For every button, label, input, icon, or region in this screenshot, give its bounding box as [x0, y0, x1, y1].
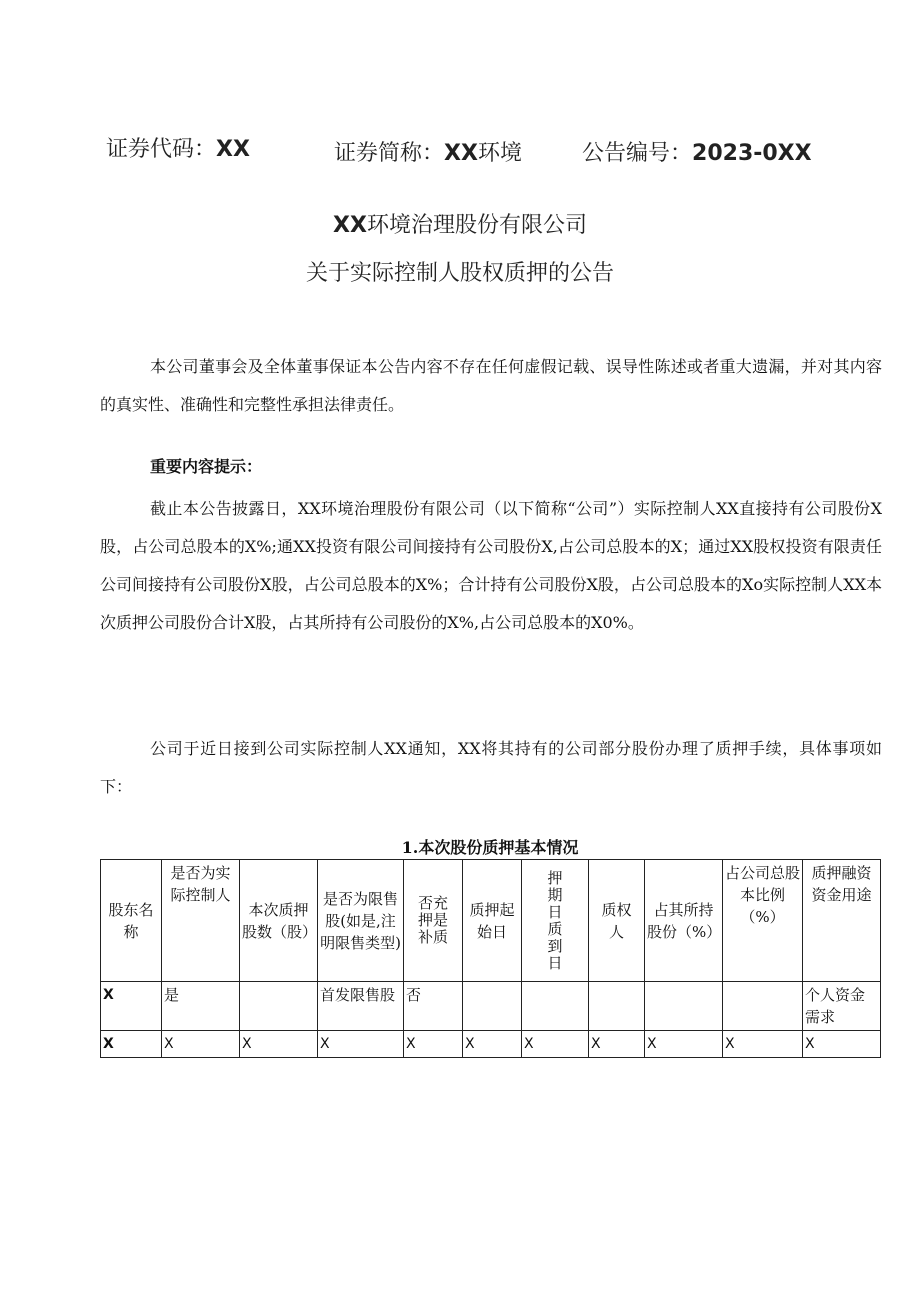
cell-pct-of-holdings — [645, 982, 723, 1031]
header-pledgee: 质权人 — [589, 860, 645, 982]
cell-supplementary: X — [404, 1031, 463, 1058]
table-row — [101, 982, 881, 1031]
header-pct-of-holdings: 占其所持股份（%） — [645, 860, 723, 982]
cell-is-controller: X — [162, 1031, 240, 1058]
header-end-date: 押期日质到日 — [522, 860, 589, 982]
pledge-table — [100, 859, 881, 1058]
notice-paragraph: 公司于近日接到公司实际控制人XX通知，XX将其持有的公司部分股份办理了质押手续，具体事项如下： — [100, 739, 882, 796]
stock-code: 证券代码：XX — [106, 137, 250, 162]
cell-end-date — [522, 982, 589, 1031]
company-title: XX环境治理股份有限公司 — [333, 213, 587, 238]
table-caption: 1.本次股份质押基本情况 — [401, 838, 579, 857]
header-shareholder: 股东名称 — [101, 860, 162, 982]
cell-end-date: X — [522, 1031, 589, 1058]
cell-pledgee: X — [589, 1031, 645, 1058]
header-start-date: 质押起始日 — [463, 860, 522, 982]
cell-pct-of-total — [723, 982, 803, 1031]
header-is-controller: 是否为实际控制人 — [162, 860, 240, 982]
cell-restricted: 首发限售股 — [318, 982, 404, 1031]
cell-pct-of-total: X — [723, 1031, 803, 1058]
statement-paragraph: 本公司董事会及全体董事保证本公告内容不存在任何虚假记载、误导性陈述或者重大遗漏，并对其内容的真实性、准确性和完整性承担法律责任。 — [100, 357, 882, 414]
cell-pledged-shares — [240, 982, 318, 1031]
table-row — [101, 1031, 881, 1058]
cell-start-date: X — [463, 1031, 522, 1058]
key-content-heading: 重要内容提示： — [150, 457, 263, 476]
cell-pledged-shares: X — [240, 1031, 318, 1058]
table-header-row — [101, 860, 881, 982]
cell-shareholder: X — [101, 982, 162, 1031]
header-restricted: 是否为限售股(如是,注明限售类型) — [318, 860, 404, 982]
notice-title: 关于实际控制人股权质押的公告 — [305, 261, 614, 286]
cell-use-of-funds: 个人资金需求 — [803, 982, 881, 1031]
notice-number: 公告编号：2023-0XX — [582, 141, 812, 166]
cell-is-controller: 是 — [162, 982, 240, 1031]
header-supplementary: 否充押是补质 — [404, 860, 463, 982]
cell-restricted: X — [318, 1031, 404, 1058]
header-pct-of-total: 占公司总股本比例（%） — [723, 860, 803, 982]
cell-supplementary: 否 — [404, 982, 463, 1031]
stock-abbreviation: 证券简称：XX环境 — [334, 141, 522, 166]
key-content-paragraph: 截止本公告披露日，XX环境治理股份有限公司（以下简称“公司”）实际控制人XX直接持有公司股份X股，占公司总股本的X%;通XX投资有限公司间接持有公司股份X,占公司总股本的X；通过XX股权投资有限责任公司间接持有公司股份X股，占公司总股本的X%；合计持有公司股份X股，占公司总股本的Xo实际控制人XX本次质押公司股份合计X股，占其所持有公司股份的X%,占公司总股本的X0%。 — [100, 499, 882, 632]
cell-start-date — [463, 982, 522, 1031]
header-use-of-funds: 质押融资资金用途 — [803, 860, 881, 982]
header-pledged-shares: 本次质押股数（股） — [240, 860, 318, 982]
cell-shareholder: X — [101, 1031, 162, 1058]
cell-pct-of-holdings: X — [645, 1031, 723, 1058]
cell-pledgee — [589, 982, 645, 1031]
cell-use-of-funds: X — [803, 1031, 881, 1058]
